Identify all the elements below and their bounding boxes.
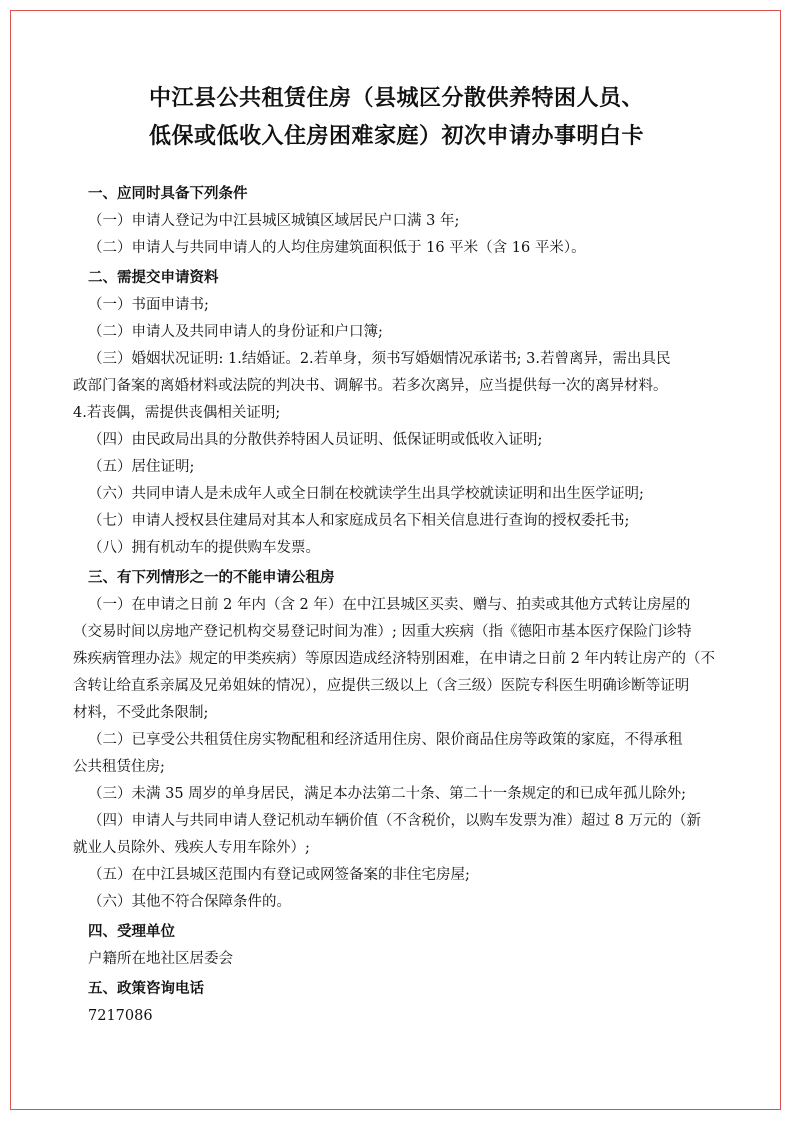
- condition-item: （二）申请人与共同申请人的人均住房建筑面积低于 16 平米（含 16 平米）。: [88, 240, 586, 256]
- exclusion-item-continued: （交易时间以房地产登记机构交易登记时间为准）; 因重大疾病（指《德阳市基本医疗保险门诊特: [73, 624, 692, 640]
- section-heading-accepting-unit: 四、受理单位: [88, 924, 175, 940]
- exclusion-item: （二）已享受公共租赁住房实物配租和经济适用住房、限价商品住房等政策的家庭，不得承租: [88, 732, 683, 748]
- exclusion-item: （五）在中江县城区范围内有登记或网签备案的非住宅房屋;: [88, 867, 470, 883]
- exclusion-item-continued: 殊疾病管理办法》规定的甲类疾病）等原因造成经济特别困难，在申请之日前 2 年内转让房产的（不: [73, 651, 715, 667]
- material-item-continued: 政部门备案的离婚材料或法院的判决书、调解书。若多次离异，应当提供每一次的离异材料。: [73, 378, 668, 394]
- material-item: （八）拥有机动车的提供购车发票。: [88, 540, 320, 556]
- section-heading-hotline: 五、政策咨询电话: [88, 981, 204, 997]
- exclusion-item-continued: 就业人员除外、残疾人专用车除外）;: [73, 840, 310, 856]
- document-body: [73, 178, 748, 1030]
- exclusion-item: （一）在申请之日前 2 年内（含 2 年）在中江县城区买卖、赠与、拍卖或其他方式转让房屋的: [88, 597, 691, 613]
- material-item-continued: 4.若丧偶，需提供丧偶相关证明;: [73, 405, 281, 421]
- exclusion-item-continued: 公共租赁住房;: [73, 759, 165, 775]
- section-heading-conditions: 一、应同时具备下列条件: [88, 186, 248, 202]
- material-item: （二）申请人及共同申请人的身份证和户口簿;: [88, 324, 383, 340]
- condition-item: （一）申请人登记为中江县城区城镇区域居民户口满 3 年;: [88, 213, 460, 229]
- material-item: （四）由民政局出具的分散供养特困人员证明、低保证明或低收入证明;: [88, 432, 543, 448]
- hotline-number: 7217086: [88, 1008, 153, 1024]
- exclusion-item: （四）申请人与共同申请人登记机动车辆价值（不含税价，以购车发票为准）超过 8 万元的（新: [88, 813, 701, 829]
- material-item: （六）共同申请人是未成年人或全日制在校就读学生出具学校就读证明和出生医学证明;: [88, 486, 644, 502]
- exclusion-item: （六）其他不符合保障条件的。: [88, 894, 291, 910]
- section-heading-materials: 二、需提交申请资料: [88, 270, 219, 286]
- section-heading-exclusions: 三、有下列情形之一的不能申请公租房: [88, 570, 335, 586]
- material-item: （五）居住证明;: [88, 459, 195, 475]
- material-item: （一）书面申请书;: [88, 297, 209, 313]
- document-title-line-1: 中江县公共租赁住房（县城区分散供养特困人员、: [148, 86, 644, 111]
- material-item: （三）婚姻状况证明: 1.结婚证。2.若单身，须书写婚姻情况承诺书; 3.若曾离异，需出具民: [88, 351, 671, 367]
- document-title-line-2: 低保或低收入住房困难家庭）初次申请办事明白卡: [148, 124, 644, 149]
- material-item: （七）申请人授权县住建局对其本人和家庭成员名下相关信息进行查询的授权委托书;: [88, 513, 630, 529]
- exclusion-item-continued: 含转让给直系亲属及兄弟姐妹的情况），应提供三级以上（含三级）医院专科医生明确诊断等证明: [73, 678, 690, 694]
- exclusion-item: （三）未满 35 周岁的单身居民，满足本办法第二十条、第二十一条规定的和已成年孤儿除外;: [88, 786, 687, 802]
- exclusion-item-continued: 材料，不受此条限制;: [73, 705, 209, 721]
- accepting-unit-text: 户籍所在地社区居委会: [88, 951, 233, 967]
